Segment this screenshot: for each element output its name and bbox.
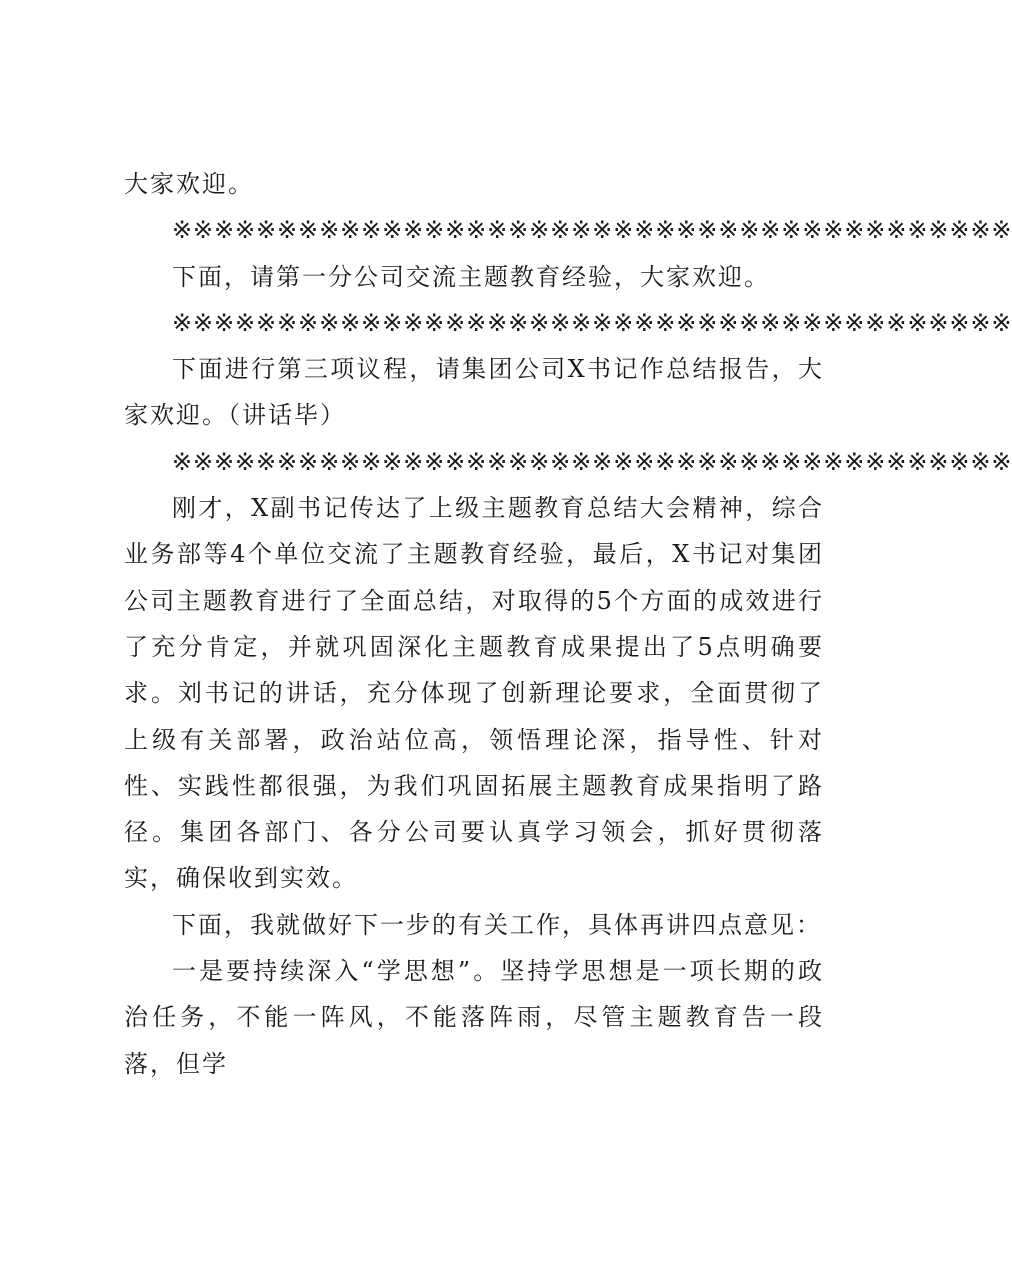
paragraph-third-agenda: 下面进行第三项议程，请集团公司X书记作总结报告，大家欢迎。（讲话毕） xyxy=(124,355,824,430)
paragraph-closing-welcome: 大家欢迎。 xyxy=(124,170,254,198)
paragraph-summary: 刚才，X副书记传达了上级主题教育总结大会精神，综合业务部等4个单位交流了主题教育经验，最后，X书记对集团公司主题教育进行了全面总结，对取得的5个方面的成效进行了充分肯定，并就巩固深化主题教育成果提出了5点明确要求。刘书记的讲话，充分体现了创新理论要求，全面贯彻了上级有关部署，政治站位高，领悟理论深，指导性、针对性、实践性都很强，为我们巩固拓展主题教育成果指明了路径。集团各部门、各分公司要认真学习领会，抓好贯彻落实，确保收到实效。 xyxy=(124,494,824,893)
paragraph-branch-exchange: 下面，请第一分公司交流主题教育经验，大家欢迎。 xyxy=(172,262,770,291)
separator-line: ※※※※※※※※※※※※※※※※※※※※※※※※※※※※※※※※※※※※※※※※ xyxy=(172,308,1012,337)
separator-line: ※※※※※※※※※※※※※※※※※※※※※※※※※※※※※※※※※※※※※※※※ xyxy=(172,216,1012,245)
paragraph-four-opinions: 下面，我就做好下一步的有关工作，具体再讲四点意见： xyxy=(172,910,822,939)
separator-line: ※※※※※※※※※※※※※※※※※※※※※※※※※※※※※※※※※※※※※※※※ xyxy=(172,447,1012,476)
paragraph-point-one: 一是要持续深入“学思想”。坚持学思想是一项长期的政治任务，不能一阵风，不能落阵雨，尽管主题教育告一段落，但学 xyxy=(124,957,824,1078)
document-body xyxy=(124,161,1012,1087)
